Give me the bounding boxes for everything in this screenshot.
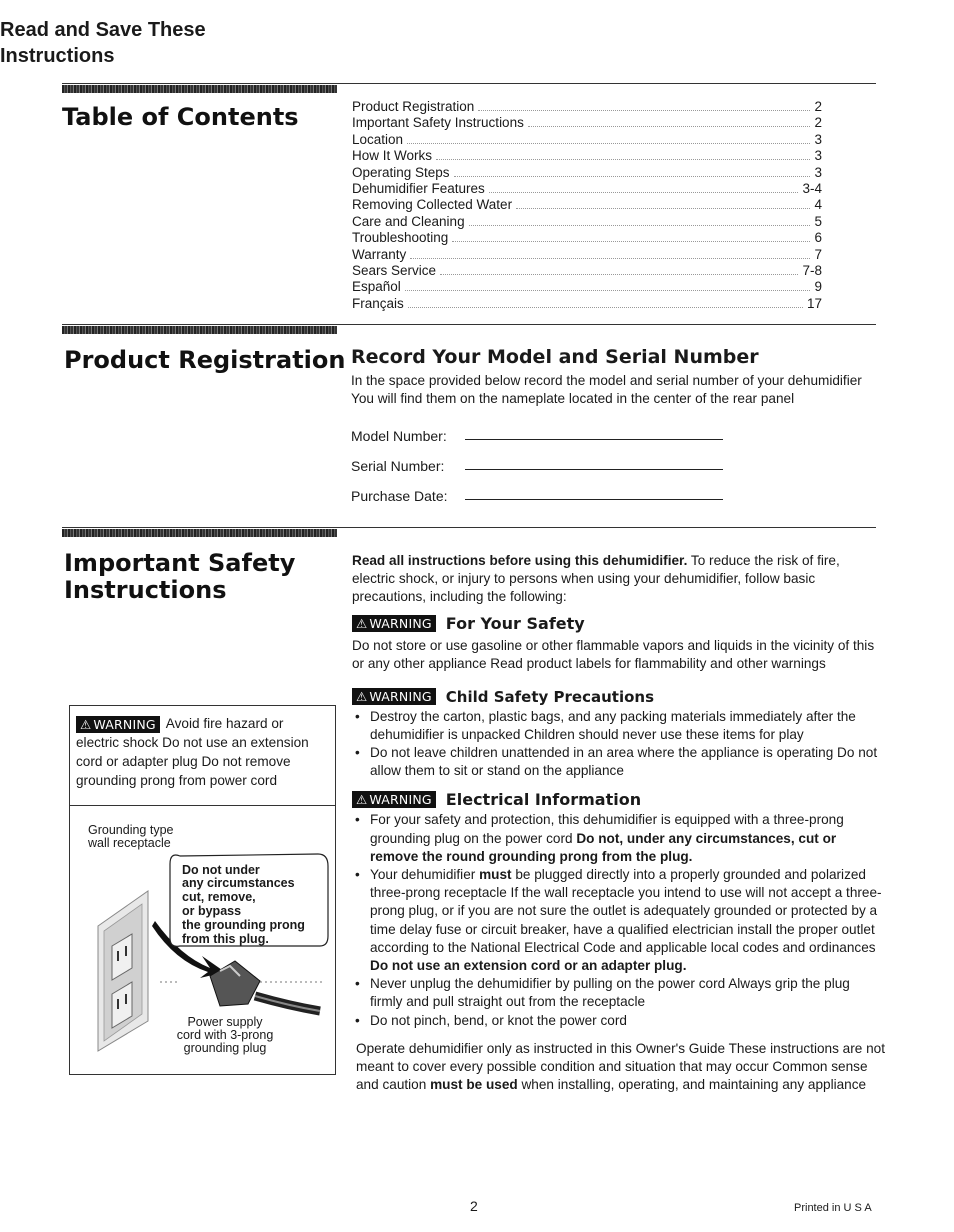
toc-leader-dots: [407, 143, 810, 144]
read-save-title: Read and Save These Instructions: [0, 18, 206, 67]
toc-entry-label: Important Safety Instructions: [352, 115, 524, 131]
list-item: • Your dehumidifier must be plugged directly into a properly grounded and polarized three-prong receptacle If the wall receptacle you intend to use will not accept a three-prong plug, or if you are not sure the outlet is adequately grounded or protected by a time delay fuse or circuit breaker, have a qualified electrician install the proper outlet according to the National Electrical Code and applicable local codes and ordinances Do not use an extension cord or an adapter plug.: [352, 866, 884, 975]
toc-entry-page: 9: [814, 279, 822, 295]
for-safety-block: [352, 614, 887, 673]
printed-in: Printed in U S A: [794, 1201, 872, 1214]
list-item: • Never unplug the dehumidifier by pulling on the power cord Always grip the plug firmly and pull straight out from the receptacle: [352, 975, 884, 1011]
registration-text: In the space provided below record the model and serial number of your dehumidifier You will find them on the nameplate located in the center of the rear panel: [351, 372, 862, 406]
toc-entry-label: Sears Service: [352, 262, 437, 278]
toc-leader-dots: [489, 192, 799, 193]
toc-entry-page: 7: [814, 246, 822, 262]
toc-entry[interactable]: [352, 246, 822, 262]
model-number-label: Model Number:: [351, 428, 447, 444]
toc-entry[interactable]: [352, 295, 822, 311]
toc-leader-dots: [405, 290, 811, 291]
toc-entry-page: 2: [814, 115, 822, 131]
toc-entry-label: Operating Steps: [352, 164, 450, 180]
child-safety-list: [352, 708, 878, 781]
toc-entry-page: 4: [814, 197, 822, 213]
purchase-date-field[interactable]: [351, 474, 871, 504]
serial-number-label: Serial Number:: [351, 458, 445, 474]
toc-entry-label: Dehumidifier Features: [352, 180, 485, 196]
toc-entry-label: Troubleshooting: [352, 230, 449, 246]
serial-number-line[interactable]: [465, 469, 723, 470]
toc-entry-label: Product Registration: [352, 98, 475, 114]
toc-entry[interactable]: [352, 230, 822, 246]
for-safety-heading: For Your Safety: [445, 614, 585, 634]
warning-badge: ⚠ WARNING: [352, 791, 436, 808]
toc-entry-label: Care and Cleaning: [352, 213, 465, 229]
registration-title: Product Registration: [64, 345, 346, 374]
toc-entry-page: 3: [814, 148, 822, 164]
toc-leader-dots: [469, 225, 811, 226]
toc-entry-page: 3: [814, 164, 822, 180]
toc-entry[interactable]: [352, 131, 822, 147]
safety-title-line1: Important Safety: [64, 548, 296, 577]
model-number-line[interactable]: [465, 439, 723, 440]
toc-entry-page: 3: [814, 131, 822, 147]
serial-number-field[interactable]: [351, 444, 871, 474]
closing-text: Operate dehumidifier only as instructed in this Owner's Guide These instructions are not meant to cover every possible condition and situation that may occur Common sense and caution must be used when installing, operating, and maintaining any appliance: [356, 1040, 885, 1093]
toc-leader-dots: [516, 208, 810, 209]
toc-entry-label: Removing Collected Water: [352, 197, 513, 213]
safety-intro-rest: To reduce the risk of fire, electric shock, or injury to persons when using your dehumidifier, follow basic precautions, including the following:: [352, 552, 840, 604]
toc-entry-label: Français: [352, 295, 404, 311]
toc-leader-dots: [454, 176, 811, 177]
section-rule-toc: [62, 83, 876, 84]
toc-leader-dots: [440, 274, 798, 275]
list-item: • Do not leave children unattended in an area where the appliance is operating Do not allow them to sit or stand on the appliance: [352, 744, 878, 780]
child-safety-block: [352, 688, 887, 781]
model-number-field[interactable]: [351, 414, 871, 444]
registration-content: [351, 346, 871, 504]
toc-entry[interactable]: [352, 164, 822, 180]
section-bar-toc: [62, 85, 337, 93]
callout-text: Do not under any circumstances cut, remove, or bypass the grounding prong from this plug.: [182, 862, 305, 946]
purchase-date-line[interactable]: [465, 499, 723, 500]
safety-content: [352, 552, 887, 1095]
warning-triangle-icon: ⚠: [356, 616, 368, 632]
toc-title: Table of Contents: [62, 102, 299, 131]
safety-title: [64, 550, 295, 604]
child-safety-heading: Child Safety Precautions: [445, 687, 655, 706]
toc-leader-dots: [528, 126, 811, 127]
receptacle-label: Grounding type wall receptacle: [88, 822, 174, 850]
warning-box: [69, 705, 336, 1075]
warning-triangle-icon: ⚠: [356, 689, 368, 705]
warning-badge: ⚠ WARNING: [76, 716, 160, 733]
toc-entry[interactable]: [352, 115, 822, 131]
toc-entry[interactable]: [352, 213, 822, 229]
toc-entry[interactable]: [352, 197, 822, 213]
electrical-heading: Electrical Information: [445, 790, 642, 810]
warning-badge: ⚠ WARNING: [352, 688, 436, 705]
electrical-list: [352, 811, 884, 1029]
warning-box-text: [70, 706, 335, 794]
toc-entry[interactable]: [352, 148, 822, 164]
toc-entry-label: Warranty: [352, 246, 407, 262]
toc-entry[interactable]: [352, 279, 822, 295]
section-bar-registration: [62, 326, 337, 334]
toc-entry-label: How It Works: [352, 148, 433, 164]
toc-list: [352, 99, 822, 312]
section-bar-safety: [62, 529, 337, 537]
toc-leader-dots: [408, 307, 803, 308]
purchase-date-label: Purchase Date:: [351, 488, 448, 504]
toc-entry-page: 17: [806, 295, 822, 311]
electrical-block: [352, 790, 887, 1029]
toc-entry-label: Location: [352, 131, 404, 147]
warning-box-message: Avoid fire hazard or electric shock Do not use an extension cord or adapter plug Do not remove grounding prong from power cord: [76, 715, 309, 788]
list-item: • Do not pinch, bend, or knot the power cord: [352, 1012, 884, 1030]
registration-heading: Record Your Model and Serial Number: [351, 345, 759, 368]
toc-leader-dots: [478, 110, 810, 111]
warning-triangle-icon: ⚠: [80, 716, 92, 732]
toc-entry-page: 3-4: [802, 180, 822, 196]
safety-intro-bold: Read all instructions before using this dehumidifier.: [352, 552, 688, 568]
toc-entry[interactable]: [352, 99, 822, 115]
toc-leader-dots: [452, 241, 810, 242]
warning-badge: ⚠ WARNING: [352, 615, 436, 632]
toc-entry-page: 2: [814, 98, 822, 114]
toc-leader-dots: [410, 258, 810, 259]
for-safety-text: Do not store or use gasoline or other flammable vapors and liquids in the vicinity of this or any other appliance Read product labels for flammability and other warnings: [352, 638, 875, 672]
safety-title-line2: Instructions: [64, 575, 227, 604]
toc-leader-dots: [436, 159, 810, 160]
toc-entry-page: 7-8: [802, 262, 822, 278]
section-rule-registration: [62, 324, 876, 325]
page-number: 2: [470, 1197, 478, 1214]
toc-entry-page: 5: [814, 213, 822, 229]
safety-intro: [352, 552, 872, 607]
toc-entry[interactable]: [352, 181, 822, 197]
toc-entry-page: 6: [814, 230, 822, 246]
toc-entry-label: Español: [352, 279, 401, 295]
cord-label: Power supply cord with 3-prong grounding plug: [176, 1014, 274, 1055]
list-item: • Destroy the carton, plastic bags, and any packing materials immediately after the dehumidifier is unpacked Children should never use these items for play: [352, 708, 878, 744]
warning-triangle-icon: ⚠: [356, 792, 368, 808]
section-rule-safety: [62, 527, 876, 528]
plug-diagram: [70, 806, 335, 1074]
list-item: • For your safety and protection, this dehumidifier is equipped with a three-prong grounding plug on the power cord Do not, under any circumstances, cut or remove the round grounding prong from the plug.: [352, 811, 884, 866]
toc-entry[interactable]: [352, 263, 822, 279]
